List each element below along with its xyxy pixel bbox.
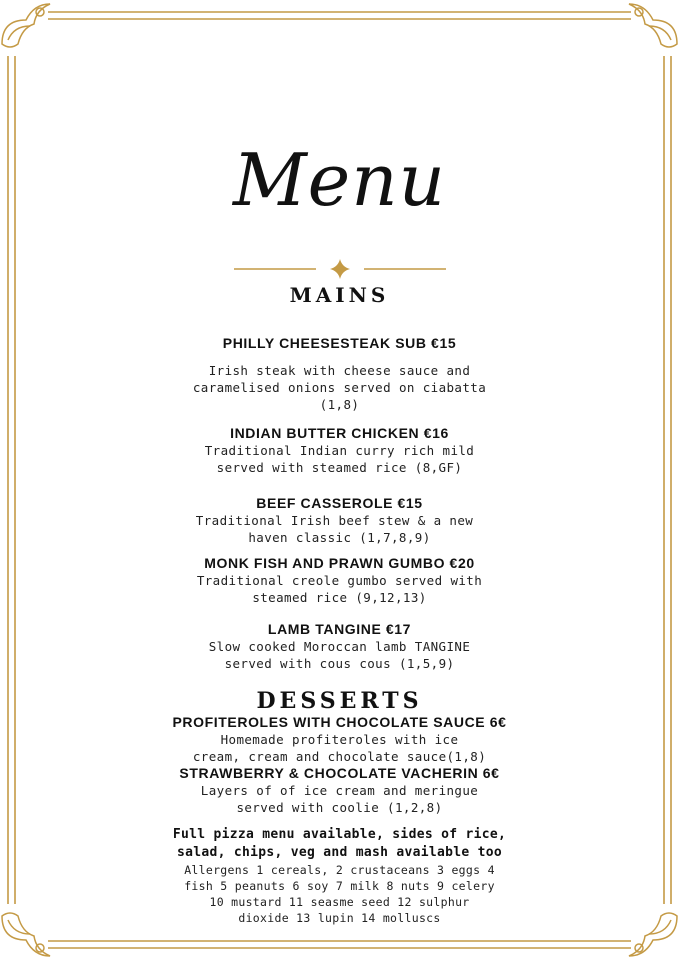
item-desc-line: steamed rice (9,12,13): [252, 590, 427, 605]
item-desc-line: Traditional Indian curry rich mild: [204, 443, 475, 458]
item-name: MONK FISH AND PRAWN GUMBO €20: [204, 555, 475, 571]
allergens-line: fish 5 peanuts 6 soy 7 milk 8 nuts 9 celery: [184, 879, 495, 893]
item-desc-line: haven classic (1,7,8,9): [248, 530, 431, 545]
allergens-line: 10 mustard 11 seasme seed 12 sulphur: [209, 895, 470, 909]
item-name: INDIAN BUTTER CHICKEN €16: [230, 425, 449, 441]
item-name: STRAWBERRY & CHOCOLATE VACHERIN 6€: [179, 765, 500, 781]
item-desc-line: cream, cream and chocolate sauce(1,8): [192, 749, 487, 764]
item-name: LAMB TANGINE €17: [267, 621, 412, 637]
ornament-corner-icon: [629, 4, 677, 47]
footer-line: salad, chips, veg and mash available too: [176, 845, 503, 860]
menu-item: [0, 713, 679, 765]
item-desc-line: caramelised onions served on ciabatta: [192, 380, 487, 395]
allergens-line: Allergens 1 cereals, 2 crustaceans 3 eggs 4: [184, 863, 495, 877]
menu-item: [0, 334, 679, 413]
item-desc-line: Slow cooked Moroccan lamb TANGINE: [208, 639, 471, 654]
item-desc-line: Layers of of ice cream and meringue: [200, 783, 479, 798]
item-desc-line: served with coolie (1,2,8): [236, 800, 443, 815]
menu-title: Menu: [232, 138, 447, 222]
item-name: PHILLY CHEESESTEAK SUB €15: [222, 335, 457, 351]
four-point-star-icon: [330, 259, 350, 279]
item-desc-line: (1,8): [319, 397, 360, 412]
mains-heading: MAINS: [289, 283, 390, 307]
menu-item: [0, 620, 679, 672]
menu-item: [0, 764, 679, 816]
menu-item: [0, 554, 679, 606]
item-name: BEEF CASSEROLE €15: [256, 495, 423, 511]
item-desc-line: Irish steak with cheese sauce and: [208, 363, 471, 378]
item-desc-line: Homemade profiteroles with ice: [220, 732, 459, 747]
item-desc-line: served with steamed rice (8,GF): [216, 460, 463, 475]
allergens-line: dioxide 13 lupin 14 molluscs: [238, 911, 441, 925]
menu-footer: [0, 826, 679, 926]
item-name: PROFITEROLES WITH CHOCOLATE SAUCE 6€: [172, 714, 507, 730]
ornament-corner-icon: [2, 4, 50, 47]
footer-line: Full pizza menu available, sides of rice,: [172, 827, 507, 842]
item-desc-line: served with cous cous (1,5,9): [224, 656, 455, 671]
menu-item: [0, 494, 679, 546]
menu-item: [0, 424, 679, 476]
item-desc-line: Traditional Irish beef stew & a new: [195, 513, 474, 528]
desserts-heading: DESSERTS: [256, 688, 423, 714]
section-divider: [230, 258, 450, 280]
item-desc-line: Traditional creole gumbo served with: [196, 573, 483, 588]
